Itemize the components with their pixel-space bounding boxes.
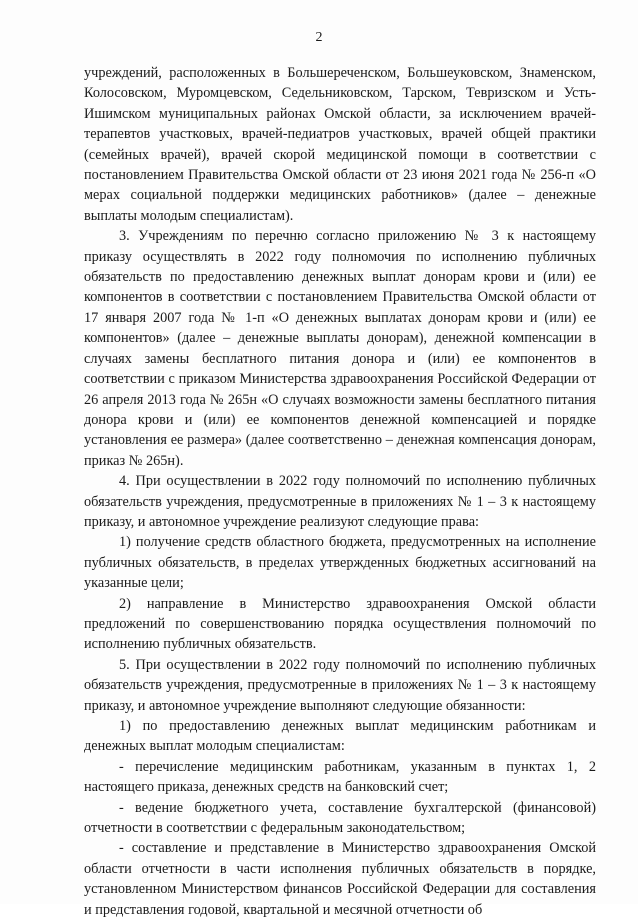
paragraph-item-5: 5. При осуществлении в 2022 году полномочий по исполнению публичных обязательств учреждения, предусмотренные в приложениях № 1 – 3 к настоящему приказу, и автономное учреждение выполняют следующие обязанности: [84, 656, 596, 714]
paragraph-item-3: 3. Учреждениям по перечню согласно приложению № 3 к настоящему приказу осуществлять в 2022 году полномочия по исполнению публичных обязательств по предоставлению денежных выплат донорам крови и (или) ее компонентов в соответствии с постановлением Правительства Омской области от 17 января 2007 года № 1-п «О денежных выплатах донорам крови и (или) ее компонентов» (далее – денежные выплаты донорам), денежной компенсации в случаях замены бесплатного питания донора и (или) ее компонентов в соответствии с приказом Министерства здравоохранения Российской Федерации от 26 апреля 2013 года № 265н «О случаях возможности замены бесплатного питания донора крови и (или) ее компонентов денежной компенсацией и порядке установления ее размера» (далее соответственно – денежная компенсация донорам, приказ № 265н). [84, 228, 596, 469]
paragraph-subitem-5-1: 1) по предоставлению денежных выплат медицинским работникам и денежных выплат молодым специалистам: [84, 718, 596, 755]
paragraph-dash-reporting: - составление и представление в Министерство здравоохранения Омской области отчетности в части исполнения публичных обязательств в порядке, установленном Министерством финансов Российской Федерации для составления и представления годовой, квартальной и месячной отчетности об [84, 840, 596, 918]
paragraph-item-4: 4. При осуществлении в 2022 году полномочий по исполнению публичных обязательств учреждения, предусмотренные в приложениях № 1 – 3 к настоящему приказу, и автономное учреждение реализуют следующие права: [84, 473, 596, 530]
paragraph-subitem-4-2: 2) направление в Министерство здравоохранения Омской области предложений по совершенствованию порядка осуществления полномочий по исполнению публичных обязательств. [84, 595, 596, 653]
paragraph-subitem-4-1: 1) получение средств областного бюджета, предусмотренных на исполнение публичных обязательств, в пределах утвержденных бюджетных ассигнований на указанные цели; [84, 534, 596, 592]
paragraph-dash-transfer: - перечисление медицинским работникам, указанным в пунктах 1, 2 настоящего приказа, денежных средств на банковский счет; [84, 758, 596, 796]
page-number: 2 [315, 30, 323, 45]
paragraph-continuation: учреждений, расположенных в Большереченском, Большеуковском, Знаменском, Колосовском, Муромцевском, Седельниковском, Тарском, Тевризском и Усть-Ишимском муниципальных районах Омской области, за исключением врачей-терапевтов участковых, врачей-педиатров участковых, врачей общей практики (семейных врачей), врачей скорой медицинской помощи в соответствии с постановлением Правительства Омской области от 23 июня 2021 года № 256-п «О мерах социальной поддержки медицинских работников» (далее – денежные выплаты молодым специалистам). [84, 65, 596, 224]
document-body [84, 63, 596, 920]
paragraph-dash-accounting: - ведение бюджетного учета, составление бухгалтерской (финансовой) отчетности в соответствии с федеральным законодательством; [84, 799, 596, 837]
